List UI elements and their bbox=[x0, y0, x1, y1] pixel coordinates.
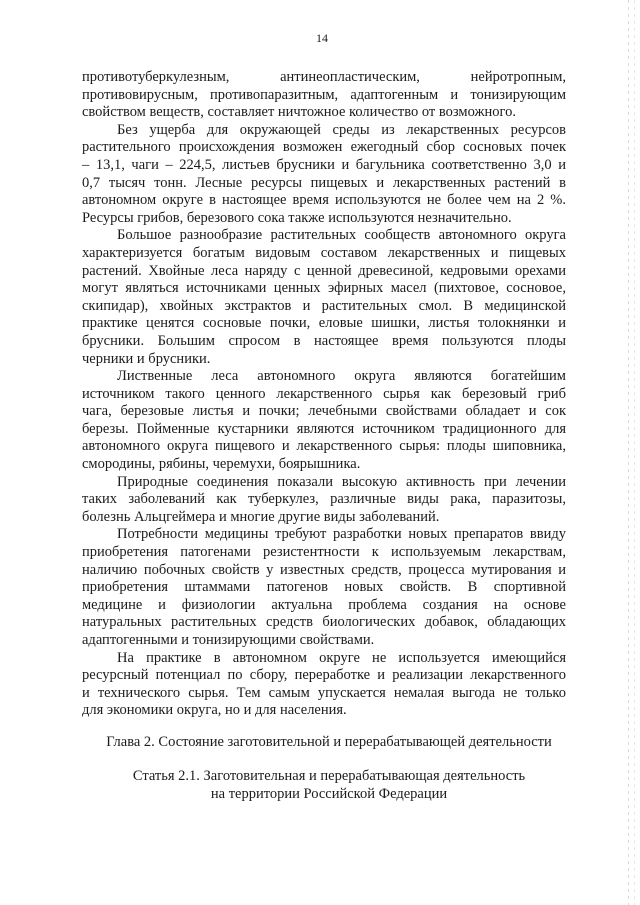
text-line-content: черники и брусники. bbox=[82, 350, 211, 367]
text-line-content: характеризуется богатым видовым составом лекарственных и пищевых bbox=[82, 244, 566, 261]
text-line-content: могут являться источниками ценных эфирных масел (пихтовое, сосновое, bbox=[82, 280, 566, 297]
paragraph bbox=[82, 526, 566, 649]
article-heading-line: Статья 2.1. Заготовительная и перерабатывающая деятельность bbox=[132, 768, 526, 784]
text-line-content: растительного происхождения возможен ежегодный сбор сосновых почек bbox=[82, 139, 566, 156]
text-line-content: растений. Хвойные леса наряду с ценной древесиной, кедровыми орехами bbox=[82, 262, 566, 279]
text-line bbox=[82, 263, 566, 281]
paragraph bbox=[82, 474, 566, 527]
text-line-content: свойством веществ, составляет ничтожное количество от возможного. bbox=[82, 104, 516, 121]
text-line bbox=[82, 280, 566, 298]
text-line-content: чага, березовые листья и почки; лечебными свойствами обладает и сок bbox=[82, 403, 566, 420]
text-line-content: березы. Пойменные кустарники являются источником традиционного для bbox=[82, 420, 566, 437]
text-line bbox=[82, 139, 566, 157]
text-line-content: Природные соединения показали высокую активность при лечении bbox=[117, 473, 566, 490]
text-line bbox=[82, 403, 566, 421]
text-line-content: Потребности медицины требуют разработки новых препаратов ввиду bbox=[117, 526, 566, 543]
text-line-content: Большое разнообразие растительных сообществ автономного округа bbox=[117, 227, 566, 244]
text-line bbox=[82, 579, 566, 597]
text-line bbox=[82, 333, 566, 351]
paragraph bbox=[82, 69, 566, 122]
text-line bbox=[82, 597, 566, 615]
text-line-content: На практике в автономном округе не используется имеющийся bbox=[117, 649, 566, 666]
body-text bbox=[82, 69, 566, 720]
text-line-content: натуральных растительных средств биологических добавок, обладающих bbox=[82, 614, 566, 631]
text-line bbox=[82, 210, 566, 228]
text-line bbox=[82, 650, 566, 668]
text-line bbox=[82, 157, 566, 175]
text-line-content: практике ценятся сосновые почки, еловые шишки, листья толокнянки и bbox=[82, 315, 566, 332]
text-line bbox=[82, 315, 566, 333]
text-line-content: Ресурсы грибов, березового сока также используются незначительно. bbox=[82, 209, 512, 226]
article-heading bbox=[82, 768, 576, 803]
text-line bbox=[82, 562, 566, 580]
text-line bbox=[82, 438, 566, 456]
text-line bbox=[82, 702, 566, 720]
paragraph bbox=[82, 122, 566, 228]
text-line bbox=[82, 298, 566, 316]
paragraph bbox=[82, 368, 566, 474]
text-line bbox=[82, 87, 566, 105]
text-line bbox=[82, 368, 566, 386]
text-line-content: противотуберкулезным, антинеопластическим, нейротропным, bbox=[82, 69, 566, 85]
text-line bbox=[82, 509, 566, 527]
text-line-content: адаптогенными и тонизирующими свойствами. bbox=[82, 632, 375, 648]
text-line-content: Без ущерба для окружающей среды из лекарственных ресурсов bbox=[117, 121, 566, 138]
text-line bbox=[82, 491, 566, 509]
scan-edge-mark bbox=[628, 0, 629, 905]
text-line bbox=[82, 122, 566, 140]
text-line bbox=[82, 632, 566, 650]
text-line-content: болезнь Альцгеймера и многие другие виды заболеваний. bbox=[82, 508, 440, 525]
text-line-content: таких заболеваний как туберкулез, различные виды рака, паразитозы, bbox=[82, 491, 566, 508]
text-line bbox=[82, 245, 566, 263]
text-line bbox=[82, 667, 566, 685]
text-line bbox=[82, 227, 566, 245]
text-line-content: 0,7 тысяч тонн. Лесные ресурсы пищевых и лекарственных растений в bbox=[82, 174, 566, 191]
text-line bbox=[82, 69, 566, 87]
text-line-content: скипидар), хвойных экстрактов и растительных смол. В медицинской bbox=[82, 297, 566, 314]
text-line bbox=[82, 526, 566, 544]
text-line-content: брусники. Большим спросом в настоящее время пользуются плоды bbox=[82, 332, 566, 349]
text-line bbox=[82, 351, 566, 369]
text-line bbox=[82, 474, 566, 492]
scan-edge-mark bbox=[634, 0, 635, 905]
text-line bbox=[82, 544, 566, 562]
paragraph bbox=[82, 650, 566, 720]
paragraph bbox=[82, 227, 566, 368]
text-line-content: смородины, рябины, черемухи, боярышника. bbox=[82, 456, 361, 473]
text-line-content: наличию побочных свойств у известных средств, процесса мутирования и bbox=[82, 561, 566, 578]
text-line bbox=[82, 685, 566, 703]
text-line bbox=[82, 421, 566, 439]
text-line-content: для экономики округа, но и для населения. bbox=[82, 702, 347, 719]
text-line-content: автономного округа пищевого и лекарственного сырья: плоды шиповника, bbox=[82, 438, 566, 455]
text-line-content: медицине и физиологии актуальна проблема создания на основе bbox=[82, 596, 566, 613]
text-line-content: источником такого ценного лекарственного сырья как березовый гриб bbox=[82, 385, 566, 402]
article-heading-line: на территории Российской Федерации bbox=[210, 785, 448, 802]
text-line bbox=[82, 386, 566, 404]
text-line bbox=[82, 456, 566, 474]
text-line-content: ресурсный потенциал по сбору, переработке и реализации лекарственного bbox=[82, 667, 566, 684]
text-line-content: и технического сырья. Тем самым упускается немалая выгода не только bbox=[82, 684, 566, 701]
text-line-content: приобретения штаммами патогенов новых свойств. В спортивной bbox=[82, 579, 566, 596]
text-line bbox=[82, 175, 566, 193]
text-line bbox=[82, 614, 566, 632]
text-line-content: противовирусным, противопаразитным, адаптогенным и тонизирующим bbox=[82, 86, 566, 103]
text-line-content: приобретения патогенами резистентности к используемым лекарствам, bbox=[82, 544, 566, 561]
text-line bbox=[82, 104, 566, 122]
text-line-content: – 13,1, чаги – 224,5, листьев брусники и багульника соответственно 3,0 и bbox=[82, 156, 566, 173]
text-line-content: Лиственные леса автономного округа являются богатейшим bbox=[117, 368, 566, 385]
page-number: 14 bbox=[316, 31, 328, 45]
text-line-content: автономном округе в настоящее время используются не более чем на 2 %. bbox=[82, 192, 566, 209]
chapter-heading: Глава 2. Состояние заготовительной и перерабатывающей деятельности bbox=[106, 734, 552, 750]
text-line bbox=[82, 192, 566, 210]
